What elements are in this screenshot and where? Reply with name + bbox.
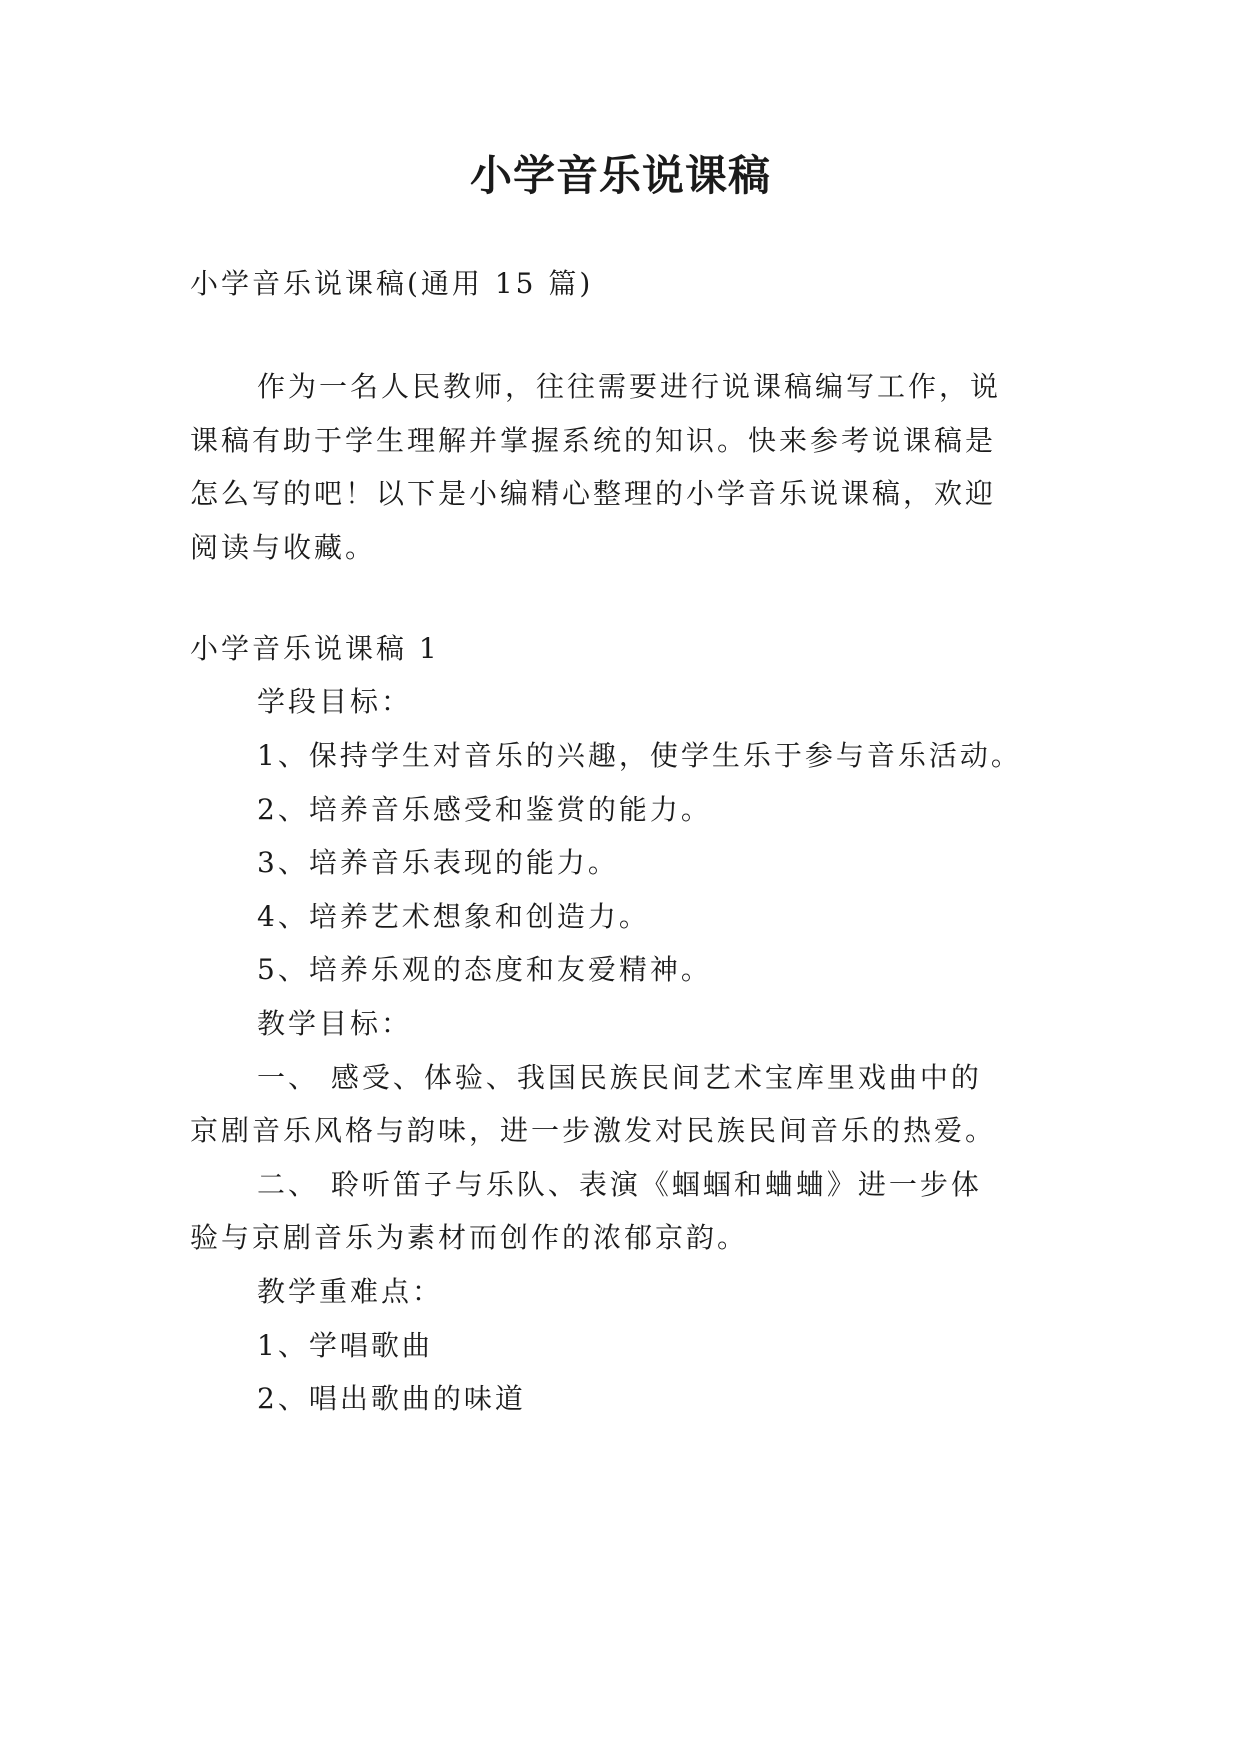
stage-goal-item: 5、培养乐观的态度和友爱精神。 — [257, 953, 712, 986]
intro-line: 作为一名人民教师，往往需要进行说课稿编写工作，说 — [257, 370, 1002, 403]
intro-line: 课稿有助于学生理解并掌握系统的知识。快来参考说课稿是 — [190, 424, 997, 457]
key-point-item: 1、学唱歌曲 — [257, 1329, 433, 1362]
document-title: 小学音乐说课稿 — [469, 151, 771, 200]
stage-goal-item: 4、培养艺术想象和创造力。 — [257, 900, 650, 933]
teaching-goal-item: 二、 聆听笛子与乐队、表演《蝈蝈和蛐蛐》进一步体 — [257, 1168, 982, 1201]
stage-goal-item: 3、培养音乐表现的能力。 — [257, 846, 619, 879]
section-heading: 小学音乐说课稿 1 — [190, 632, 440, 665]
teaching-goal-item-continued: 京剧音乐风格与韵味，进一步激发对民族民间音乐的热爱。 — [190, 1114, 997, 1147]
stage-goal-item: 2、培养音乐感受和鉴赏的能力。 — [257, 793, 712, 826]
stage-goals-heading: 学段目标： — [257, 685, 413, 718]
teaching-goal-item: 一、 感受、体验、我国民族民间艺术宝库里戏曲中的 — [257, 1061, 982, 1094]
stage-goal-item: 1、保持学生对音乐的兴趣，使学生乐于参与音乐活动。 — [257, 739, 1022, 772]
key-points-heading: 教学重难点： — [257, 1275, 444, 1308]
document-subtitle: 小学音乐说课稿(通用 15 篇) — [190, 267, 594, 300]
intro-line: 怎么写的吧！以下是小编精心整理的小学音乐说课稿，欢迎 — [190, 477, 997, 510]
intro-line: 阅读与收藏。 — [190, 531, 377, 564]
teaching-goal-item-continued: 验与京剧音乐为素材而创作的浓郁京韵。 — [190, 1221, 749, 1254]
key-point-item: 2、唱出歌曲的味道 — [257, 1382, 526, 1415]
teaching-goals-heading: 教学目标： — [257, 1007, 413, 1040]
